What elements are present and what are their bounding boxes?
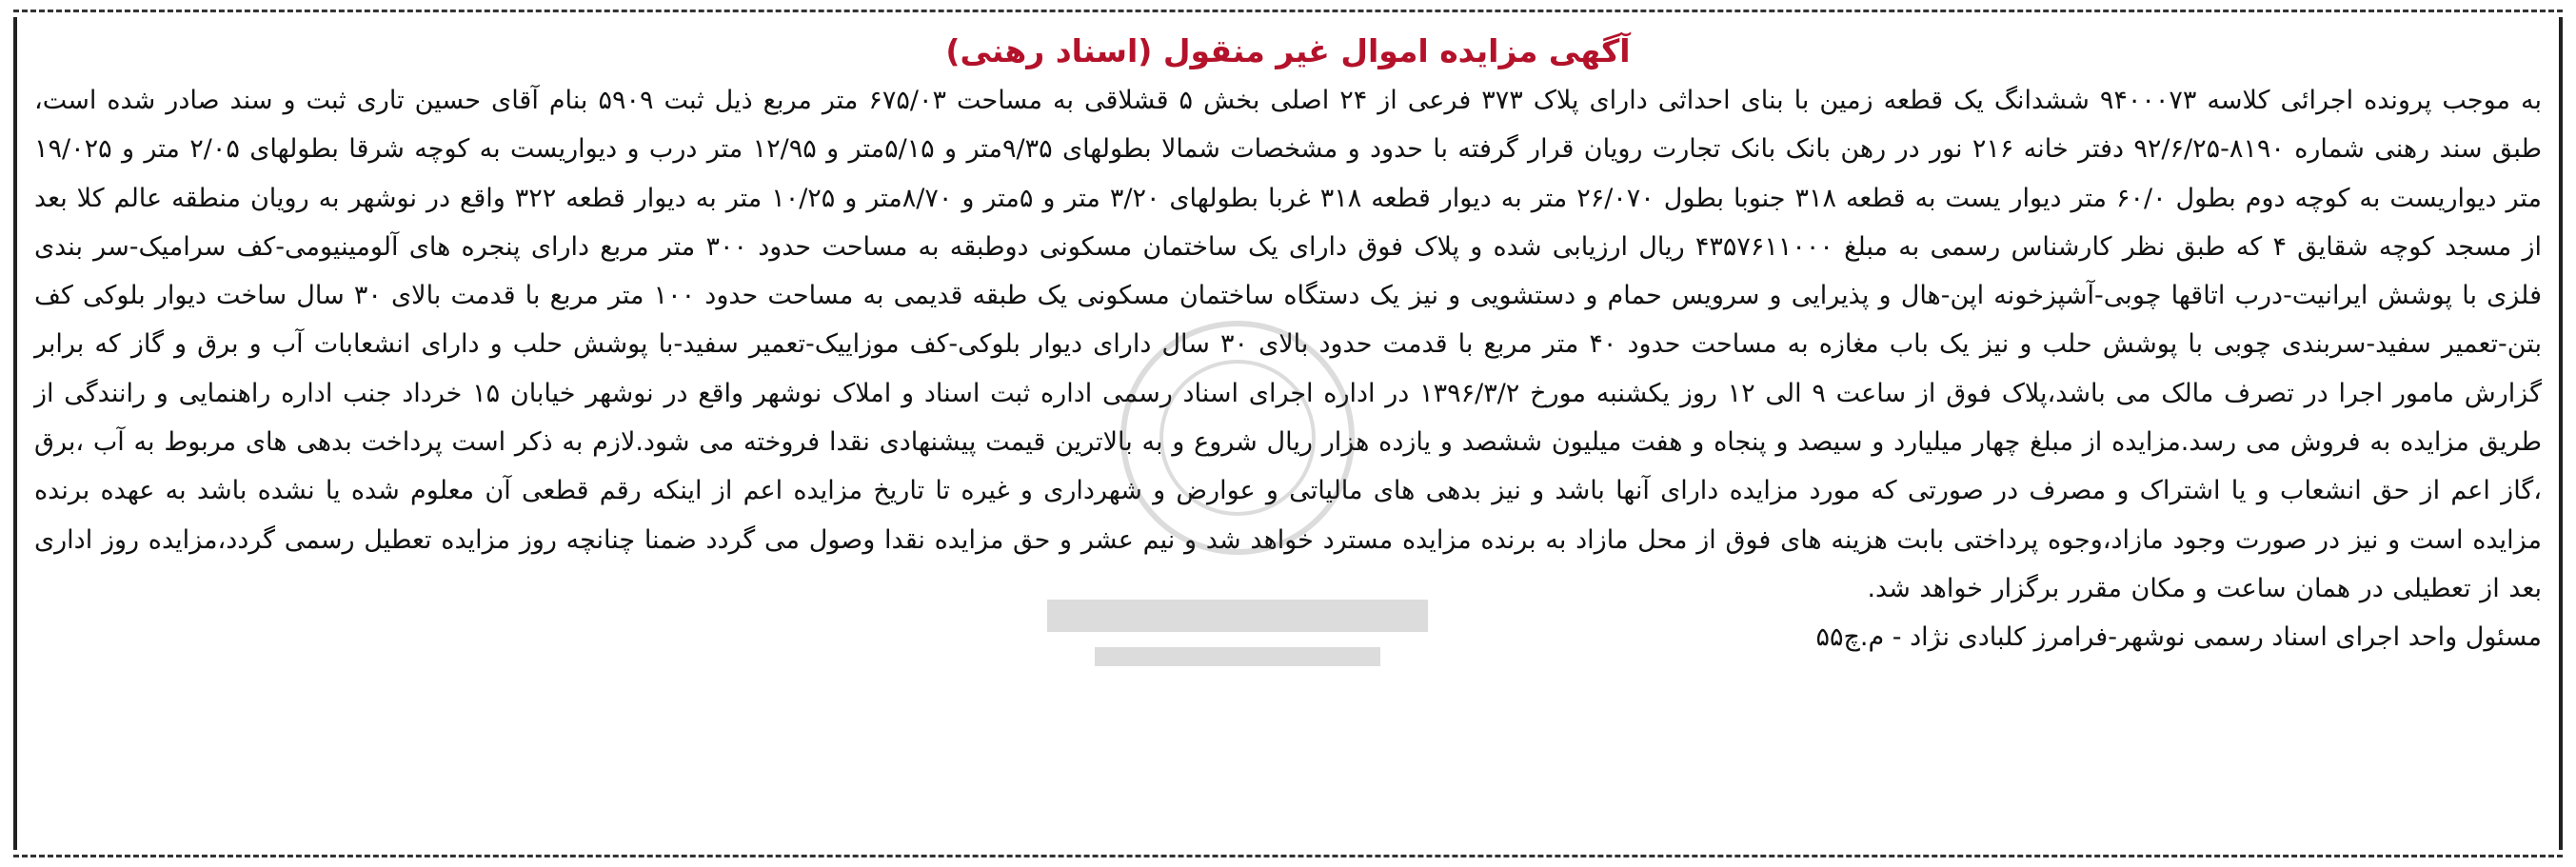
notice-body: به موجب پرونده اجرائی کلاسه ۹۴۰۰۰۷۳ ششدانگ یک قطعه زمین با بنای احداثی دارای پلاک ۳۷۳ فرعی از ۲۴ اصلی بخش ۵ قشلاقی به مساحت ۶۷۵/۰۳ متر مربع ذیل ثبت ۵۹۰۹ بنام آقای حسین تاری ثبت و سند صادر شده است، طبق سند رهنی شماره ۸۱۹۰-۹۲/۶/۲۵ دفتر خانه ۲۱۶ نور در رهن بانک بانک تجارت رویان قرار گرفته با حدود و مشخصات شمالا بطولهای ۹/۳۵متر و ۵/۱۵متر و ۱۲/۹۵ متر درب و دیواریست به کوچه شرقا بطولهای ۲/۰۵ متر و ۱۹/۰۲۵ متر دیواریست به کوچه دوم بطول ۶۰/۰ متر دیوار یست به قطعه ۳۱۸ جنوبا بطول ۲۶/۰۷۰ متر به دیوار قطعه ۳۱۸ غربا بطولهای ۳/۲۰ متر و ۵متر و ۸/۷۰متر و ۱۰/۲۵ متر به دیوار قطعه ۳۲۲ واقع در نوشهر به رویان منطقه عالم کلا بعد از مسجد کوچه شقایق ۴ که طبق نظر کارشناس رسمی به مبلغ ۴۳۵۷۶۱۱۰۰۰ ریال ارزیابی شده و پلاک فوق دارای یک ساختمان مسکونی دوطبقه به مساحت حدود ۳۰۰ متر مربع دارای پنجره های آلومینیومی-کف سرامیک-سر بندی فلزی با پوشش ایرانیت-درب اتاقها چوبی-آشپزخونه اپن-هال و پذیرایی و سرویس حمام و دستشویی و نیز یک دستگاه ساختمان مسکونی یک طبقه قدیمی به مساحت حدود ۱۰۰ متر مربع با قدمت بالای ۳۰ سال ساخت دیوار بلوکی کف بتن-تعمیر سفید-سربندی چوبی با پوشش حلب و نیز یک باب مغازه به مساحت حدود ۴۰ متر مربع با قدمت حدود بالای ۳۰ سال دارای دیوار بلوکی-کف موزاییک-تعمیر سفید-با پوشش حلب و دارای انشعابات آب و برق و گاز که برابر گزارش مامور اجرا در تصرف مالک می باشد،پلاک فوق از ساعت ۹ الی ۱۲ روز یکشنبه مورخ ۱۳۹۶/۳/۲ در اداره اجرای اسناد رسمی اداره ثبت اسناد و املاک نوشهر واقع در نوشهر خیابان ۱۵ خرداد جنب اداره راهنمایی و رانندگی از طریق مزایده به فروش می رسد.مزایده از مبلغ چهار میلیارد و سیصد و پنجاه و هفت میلیون ششصد و یازده هزار ریال شروع و به بالاترین قیمت پیشنهادی نقدا فروخته می شود.لازم به ذکر است پرداخت بدهی های مربوط به آب ،برق ،گاز اعم از حق انشعاب و یا اشتراک و مصرف در صورتی که مورد مزایده دارای آنها باشد و نیز بدهی های مالیاتی و عوارض و شهرداری و غیره تا تاریخ مزایده اعم از اینکه رقم قطعی آن معلوم شده یا نشده باشد به عهده برنده مزایده است و نیز در صورت وجود مازاد،وجوه پرداختی بابت هزینه های فوق از محل مازاد به برنده مزایده مسترد خواهد شد و نیم عشر و حق مزایده نقدا وصول می گردد ضمنا چنانچه روز مزایده تعطیل رسمی گردد،مزایده روز اداری بعد از تعطیلی در همان ساعت و مکان مقرر برگزار خواهد شد. [34, 86, 2543, 603]
notice-title: آگهی مزایده اموال غیر منقول (اسناد رهنی) [945, 32, 1631, 69]
notice-signature: مسئول واحد اجرای اسناد رسمی نوشهر-فرامرز کلبادی نژاد - م.چ۵۵ [1815, 622, 2542, 653]
bottom-dashed-divider [13, 855, 2563, 857]
auction-notice [13, 17, 2563, 850]
top-dashed-divider [13, 10, 2563, 12]
